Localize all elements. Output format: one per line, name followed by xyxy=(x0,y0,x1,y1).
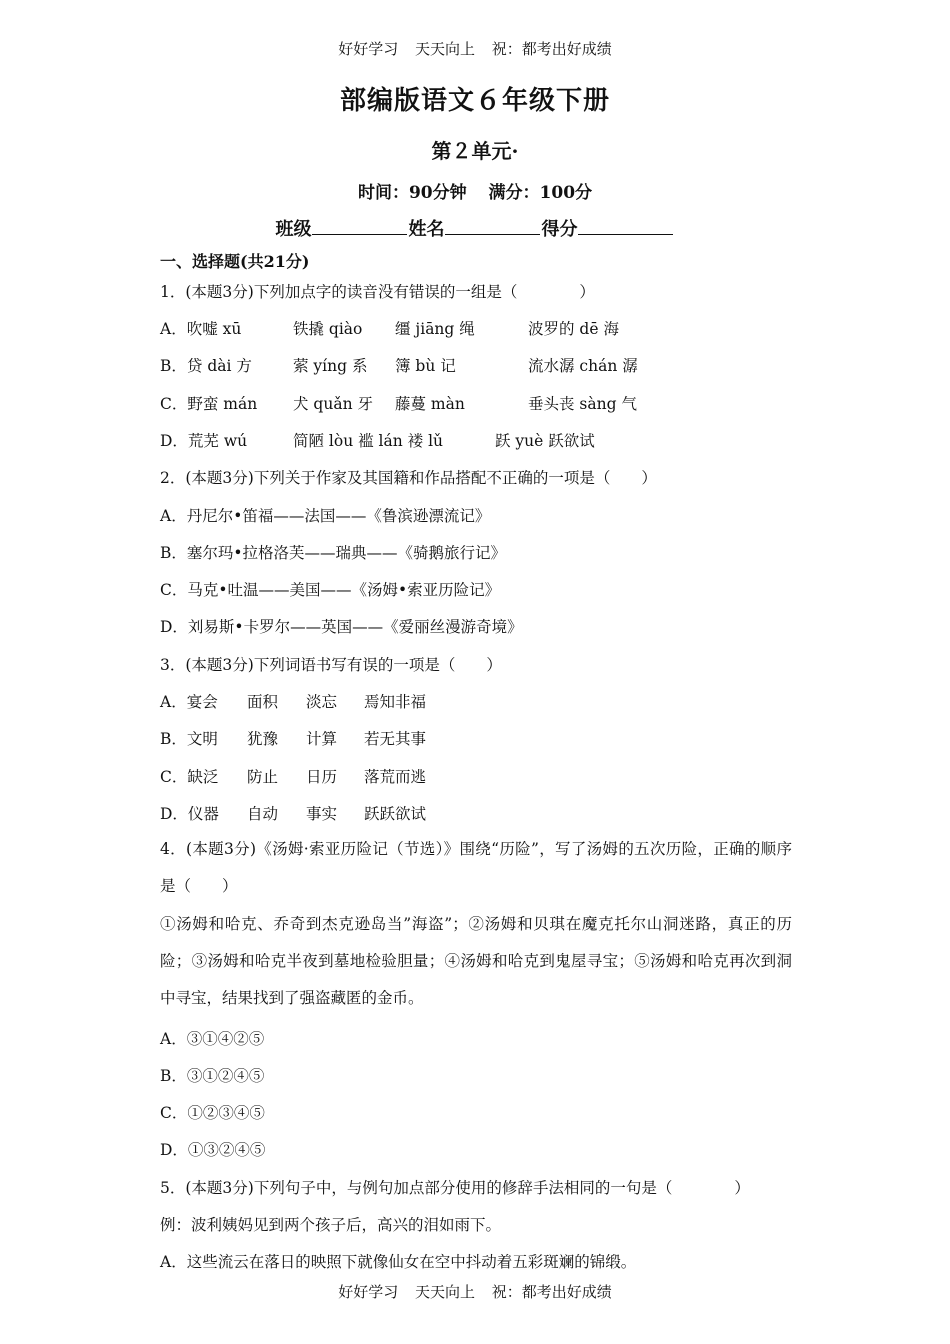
q1-c-3: 藤蔓 màn xyxy=(395,395,465,413)
class-label: 班级 xyxy=(275,219,312,240)
q3-d-1: D．仪器 xyxy=(160,805,219,823)
q1-a-4: 波罗的 dē 海 xyxy=(528,320,619,338)
q1-b-3: 簿 bù 记 xyxy=(395,357,456,375)
q2-stem: 2．(本题3分)下列关于作家及其国籍和作品搭配不正确的一项是（ ） xyxy=(160,469,657,487)
q5-stem: 5．(本题3分)下列句子中，与例句加点部分使用的修辞手法相同的一句是（ ） xyxy=(160,1179,750,1197)
header-motto-3: 祝：都考出好成绩 xyxy=(491,40,612,58)
score-label: 得分 xyxy=(541,219,578,240)
q4-option-d: D．①③②④⑤ xyxy=(160,1141,266,1159)
q1-b-2: 萦 yíng 系 xyxy=(293,357,368,375)
q1-b-4: 流水潺 chán 潺 xyxy=(528,357,638,375)
q3-c-3: 日历 xyxy=(306,768,338,786)
name-label: 姓名 xyxy=(408,219,445,240)
q4-option-b: B．③①②④⑤ xyxy=(160,1067,265,1085)
q3-a-3: 淡忘 xyxy=(306,693,338,711)
page-header xyxy=(0,38,950,59)
q1-a-1: A．吹嘘 xū xyxy=(160,320,242,338)
q1-d-1: D．荒芜 wú xyxy=(160,432,248,450)
document-title: 部编版语文６年级下册 xyxy=(339,86,610,116)
exam-score: 满分：100分 xyxy=(488,183,593,203)
name-blank xyxy=(445,216,540,235)
q3-a-4: 焉知非福 xyxy=(364,693,427,711)
q3-a-2: 面积 xyxy=(247,693,279,711)
q3-c-1: C．缺泛 xyxy=(160,768,219,786)
q3-c-2: 防止 xyxy=(247,768,279,786)
section-heading: 一、选择题(共21分) xyxy=(160,252,310,271)
q4-option-c: C．①②③④⑤ xyxy=(160,1104,265,1122)
score-blank xyxy=(578,216,673,235)
q1-a-2: 铁撬 qiào xyxy=(293,320,363,338)
q3-b-1: B．文明 xyxy=(160,730,218,748)
q1-a-3: 缰 jiāng 绳 xyxy=(395,320,475,338)
q3-d-3: 事实 xyxy=(306,805,338,823)
page-footer xyxy=(0,1281,950,1302)
student-fields xyxy=(0,215,950,241)
exam-time: 时间：90分钟 xyxy=(357,183,467,203)
q3-d-2: 自动 xyxy=(247,805,279,823)
footer-motto-2: 天天向上 xyxy=(414,1283,475,1301)
q5-option-a: A．这些流云在落日的映照下就像仙女在空中抖动着五彩斑斓的锦缎。 xyxy=(160,1253,637,1271)
q2-option-c: C．马克•吐温——美国——《汤姆•索亚历险记》 xyxy=(160,581,501,599)
q4-stem: 4．(本题3分)《汤姆·索亚历险记（节选）》围绕“历险”，写了汤姆的五次历险，正确的顺序是（ ） xyxy=(160,840,792,895)
q4-option-a: A．③①④②⑤ xyxy=(160,1030,265,1048)
q3-b-3: 计算 xyxy=(306,730,338,748)
q3-stem: 3．(本题3分)下列词语书写有误的一项是（ ） xyxy=(160,656,502,674)
q3-b-2: 犹豫 xyxy=(247,730,279,748)
q1-d-4: 跃 yuè 跃欲试 xyxy=(495,432,595,450)
q3-d-4: 跃跃欲试 xyxy=(364,805,427,823)
header-motto-2: 天天向上 xyxy=(414,40,475,58)
q3-c-4: 落荒而逃 xyxy=(364,768,427,786)
header-motto-1: 好好学习 xyxy=(338,40,399,58)
q3-b-4: 若无其事 xyxy=(364,730,427,748)
q2-option-d: D．刘易斯•卡罗尔——英国——《爱丽丝漫游奇境》 xyxy=(160,618,523,636)
footer-motto-1: 好好学习 xyxy=(338,1283,399,1301)
q1-stem: 1．(本题3分)下列加点字的读音没有错误的一组是（ ） xyxy=(160,283,595,301)
q1-d-2: 简陋 lòu 褴 lán 褛 lǔ xyxy=(293,432,444,450)
q1-c-2: 犬 quǎn 牙 xyxy=(293,395,373,413)
class-blank xyxy=(312,216,407,235)
q2-option-b: B．塞尔玛•拉格洛芙——瑞典——《骑鹅旅行记》 xyxy=(160,544,507,562)
q2-option-a: A．丹尼尔•笛福——法国——《鲁滨逊漂流记》 xyxy=(160,507,491,525)
q5-example: 例：波利姨妈见到两个孩子后，高兴的泪如雨下。 xyxy=(160,1216,502,1234)
unit-title: 第２单元· xyxy=(431,139,519,163)
q1-c-1: C．野蛮 mán xyxy=(160,395,258,413)
q1-b-1: B．贷 dài 方 xyxy=(160,357,252,375)
q1-c-4: 垂头丧 sàng 气 xyxy=(528,395,637,413)
footer-motto-3: 祝：都考出好成绩 xyxy=(491,1283,612,1301)
exam-info xyxy=(0,178,950,203)
q4-passage: ①汤姆和哈克、乔奇到杰克逊岛当”海盗”；②汤姆和贝琪在魔克托尔山洞迷路，真正的历险；③汤姆和哈克半夜到墓地检验胆量；④汤姆和哈克到鬼屋寻宝；⑤汤姆和哈克再次到洞中寻宝，结果找到了强盗藏匿的金币。 xyxy=(160,915,792,1007)
q3-a-1: A．宴会 xyxy=(160,693,218,711)
